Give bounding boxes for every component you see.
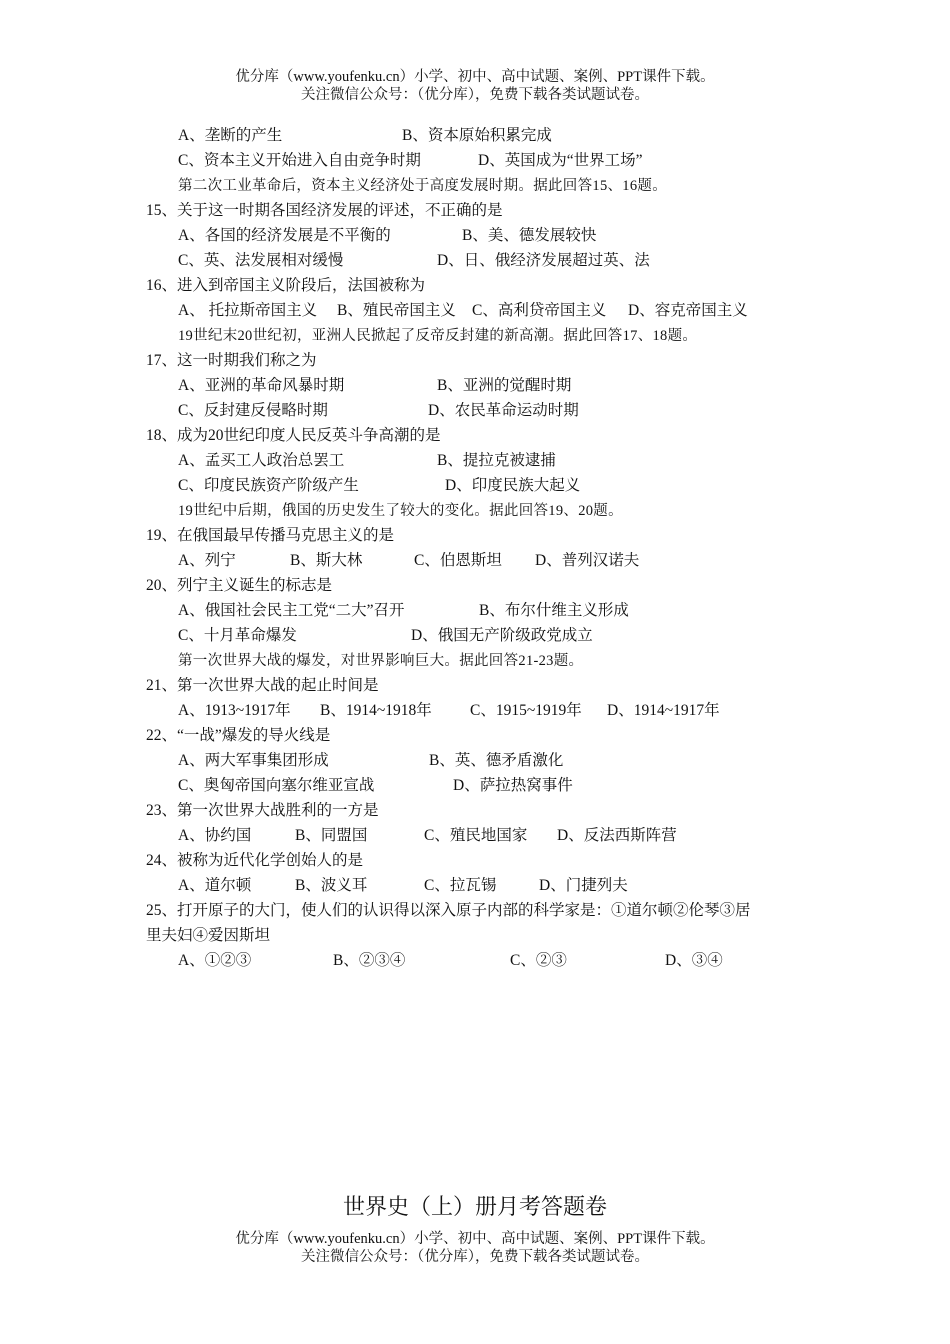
q15-option-c: C、英、法发展相对缓慢 [178, 252, 344, 269]
q24-option-c: C、拉瓦锡 [424, 877, 497, 894]
intro-17-18: 19世纪末20世纪初，亚洲人民掀起了反帝反封建的新高潮。据此回答17、18题。 [178, 328, 698, 344]
q15-stem: 15、关于这一时期各国经济发展的评述，不正确的是 [146, 202, 503, 219]
q17-option-d: D、农民革命运动时期 [428, 402, 579, 419]
footer-line-2: 关注微信公众号：（优分库），免费下载各类试题试卷。 [301, 1249, 649, 1265]
q25-option-d: D、③④ [665, 952, 723, 969]
intro-21-23: 第一次世界大战的爆发，对世界影响巨大。据此回答21-23题。 [178, 653, 584, 669]
q18-option-c: C、印度民族资产阶级产生 [178, 477, 359, 494]
footer-line-1: 优分库（www.youfenku.cn）小学、初中、高中试题、案例、PPT课件下载。 [235, 1231, 715, 1247]
q23-option-b: B、同盟国 [295, 827, 368, 844]
q16-option-d: D、容克帝国主义 [628, 302, 748, 319]
q16-option-b: B、殖民帝国主义 [337, 302, 456, 319]
q19-option-a: A、列宁 [178, 552, 236, 569]
q17-option-a: A、亚洲的革命风暴时期 [178, 377, 345, 394]
q24-option-d: D、门捷列夫 [539, 877, 628, 894]
q23-stem: 23、第一次世界大战胜利的一方是 [146, 802, 379, 819]
q25-option-c: C、②③ [510, 952, 567, 969]
q18-option-b: B、提拉克被逮捕 [437, 452, 556, 469]
q14-option-a: A、垄断的产生 [178, 127, 283, 144]
q24-stem: 24、被称为近代化学创始人的是 [146, 852, 364, 869]
q20-option-b: B、布尔什维主义形成 [479, 602, 629, 619]
q21-stem: 21、第一次世界大战的起止时间是 [146, 677, 379, 694]
q25-stem-line-1: 25、打开原子的大门，使人们的认识得以深入原子内部的科学家是：①道尔顿②伦琴③居 [146, 902, 751, 919]
q23-option-c: C、殖民地国家 [424, 827, 528, 844]
q22-stem: 22、“一战”爆发的导火线是 [146, 727, 331, 744]
q18-stem: 18、成为20世纪印度人民反英斗争高潮的是 [146, 427, 441, 444]
q21-option-b: B、1914~1918年 [320, 702, 432, 719]
q21-option-c: C、1915~1919年 [470, 702, 582, 719]
q17-stem: 17、这一时期我们称之为 [146, 352, 317, 369]
q22-option-a: A、两大军事集团形成 [178, 752, 329, 769]
q24-option-b: B、波义耳 [295, 877, 368, 894]
q17-option-b: B、亚洲的觉醒时期 [437, 377, 572, 394]
q16-option-c: C、高利贷帝国主义 [472, 302, 607, 319]
q25-option-b: B、②③④ [333, 952, 406, 969]
q20-stem: 20、列宁主义诞生的标志是 [146, 577, 333, 594]
q22-option-c: C、奥匈帝国向塞尔维亚宣战 [178, 777, 375, 794]
q21-option-d: D、1914~1917年 [607, 702, 720, 719]
q19-option-d: D、普列汉诺夫 [535, 552, 640, 569]
q22-option-d: D、萨拉热窝事件 [453, 777, 573, 794]
q14-option-b: B、资本原始积累完成 [402, 127, 552, 144]
q16-stem: 16、进入到帝国主义阶段后，法国被称为 [146, 277, 426, 294]
q19-option-b: B、斯大林 [290, 552, 363, 569]
intro-19-20: 19世纪中后期，俄国的历史发生了较大的变化。据此回答19、20题。 [178, 503, 623, 519]
q15-option-b: B、美、德发展较快 [462, 227, 597, 244]
q14-option-d: D、英国成为“世界工场” [478, 152, 643, 169]
q20-option-d: D、俄国无产阶级政党成立 [411, 627, 593, 644]
q21-option-a: A、1913~1917年 [178, 702, 291, 719]
q19-stem: 19、在俄国最早传播马克思主义的是 [146, 527, 395, 544]
q18-option-d: D、印度民族大起义 [445, 477, 581, 494]
q19-option-c: C、伯恩斯坦 [414, 552, 502, 569]
q14-option-c: C、资本主义开始进入自由竞争时期 [178, 152, 421, 169]
q17-option-c: C、反封建反侵略时期 [178, 402, 328, 419]
q23-option-d: D、反法西斯阵营 [557, 827, 677, 844]
q20-option-c: C、十月革命爆发 [178, 627, 297, 644]
q20-option-a: A、俄国社会民主工党“二大”召开 [178, 602, 405, 619]
q15-option-d: D、日、俄经济发展超过英、法 [437, 252, 650, 269]
q25-option-a: A、①②③ [178, 952, 252, 969]
q25-stem-line-2: 里夫妇④爱因斯坦 [146, 927, 271, 944]
answer-sheet-title: 世界史（上）册月考答题卷 [342, 1194, 607, 1219]
q22-option-b: B、英、德矛盾激化 [429, 752, 564, 769]
q24-option-a: A、道尔顿 [178, 877, 252, 894]
q15-option-a: A、各国的经济发展是不平衡的 [178, 227, 391, 244]
q23-option-a: A、协约国 [178, 827, 252, 844]
intro-15-16: 第二次工业革命后，资本主义经济处于高度发展时期。据此回答15、16题。 [178, 178, 667, 194]
header-line-1: 优分库（www.youfenku.cn）小学、初中、高中试题、案例、PPT课件下载。 [235, 69, 715, 85]
header-line-2: 关注微信公众号：（优分库），免费下载各类试题试卷。 [301, 87, 649, 103]
q16-option-a: A、 托拉斯帝国主义 [178, 302, 318, 319]
q18-option-a: A、孟买工人政治总罢工 [178, 452, 345, 469]
